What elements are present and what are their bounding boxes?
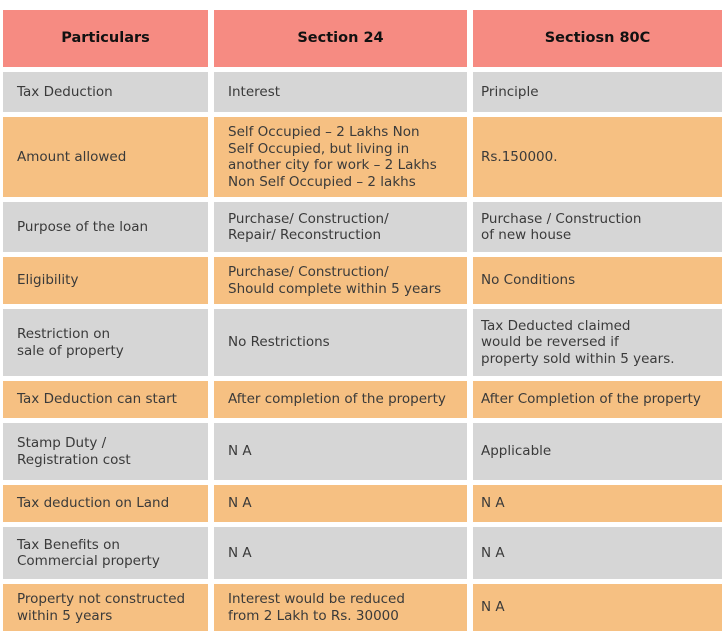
cell-section-24: Purchase/ Construction/ Should complete within 5 years	[214, 257, 467, 304]
header-particulars: Particulars	[3, 10, 208, 67]
header-section-80c: Sectiosn 80C	[473, 10, 722, 67]
cell-section-24: After completion of the property	[214, 381, 467, 418]
row-label-deduction-start: Tax Deduction can start	[3, 381, 208, 418]
row-label-restriction: Restriction on sale of property	[3, 309, 208, 376]
row-label-tax-deduction: Tax Deduction	[3, 72, 208, 112]
cell-section-80c: N A	[473, 527, 722, 579]
cell-section-80c: N A	[473, 485, 722, 522]
cell-section-80c: Rs.150000.	[473, 117, 722, 197]
cell-section-24: N A	[214, 527, 467, 579]
comparison-table	[3, 10, 722, 631]
cell-section-80c: Tax Deducted claimed would be reversed if property sold within 5 years.	[473, 309, 722, 376]
cell-section-24: Purchase/ Construction/ Repair/ Reconstruction	[214, 202, 467, 252]
row-label-amount-allowed: Amount allowed	[3, 117, 208, 197]
row-label-commercial: Tax Benefits on Commercial property	[3, 527, 208, 579]
row-label-not-constructed: Property not constructed within 5 years	[3, 584, 208, 631]
cell-section-80c: Purchase / Construction of new house	[473, 202, 722, 252]
cell-section-24: Interest	[214, 72, 467, 112]
cell-section-80c: N A	[473, 584, 722, 631]
cell-section-24: N A	[214, 485, 467, 522]
cell-section-24: No Restrictions	[214, 309, 467, 376]
cell-section-80c: After Completion of the property	[473, 381, 722, 418]
row-label-land: Tax deduction on Land	[3, 485, 208, 522]
cell-section-80c: Principle	[473, 72, 722, 112]
cell-section-24: N A	[214, 423, 467, 480]
row-label-eligibility: Eligibility	[3, 257, 208, 304]
header-section-24: Section 24	[214, 10, 467, 67]
row-label-purpose: Purpose of the loan	[3, 202, 208, 252]
cell-section-24: Interest would be reduced from 2 Lakh to Rs. 30000	[214, 584, 467, 631]
cell-section-80c: Applicable	[473, 423, 722, 480]
cell-section-24: Self Occupied – 2 Lakhs Non Self Occupied, but living in another city for work – 2 Lakhs Non Self Occupied – 2 lakhs	[214, 117, 467, 197]
cell-section-80c: No Conditions	[473, 257, 722, 304]
row-label-stamp-duty: Stamp Duty / Registration cost	[3, 423, 208, 480]
